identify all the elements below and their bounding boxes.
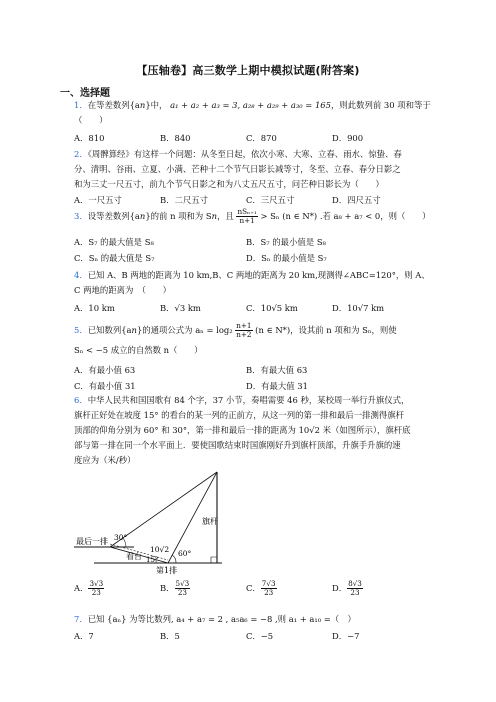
option-a[interactable]: A．S₇ 的最大值是 S₈ [74,237,154,247]
option-c[interactable]: C．10√5 km [246,303,298,313]
option-d[interactable]: D．Sₙ 的最小值是 S₇ [246,253,327,263]
option-b[interactable]: B．二尺五寸 [160,195,209,205]
option-c[interactable]: C．三尺五寸 [246,195,295,205]
question-5: 5．已知数列{an}的通项公式为 aₙ = log₂ $\frac{n+1}{n+2}$ (n ∈ N*)，设其前 n 项和为 Sₙ，则使 Sₙ < −5 成立的自然数 n（ ） [74,322,434,358]
question-number: 1． [74,100,88,110]
question-text: 已知 {aₙ} 为等比数列, a₄ + a₇ = 2 , a₅a₆ = −8 ,则 a₁ + a₁₀ =（ ） [87,614,356,624]
option-b[interactable]: B．√3 km [160,303,201,313]
question-7 [74,612,434,627]
option-d[interactable]: D． $\frac{8√3}{23}$ [332,579,362,597]
question-text: 设等差数列{a [87,211,140,221]
question-text: 已知数列{a [87,325,132,335]
question-text: (n ∈ N*)，设其前 n 项和为 Sₙ，则使 [255,325,397,335]
option-c[interactable]: C．Sₙ 的最大值是 S₇ [74,253,155,263]
question-line: 和为三丈一尺五寸，前九个节气日影之和为八丈五尺五寸，问芒种日影长为（ ） [74,179,384,189]
question-text: }中， [145,100,168,110]
option-c[interactable]: C．870 [246,133,277,143]
option-a[interactable]: A．810 [74,133,105,143]
question-number: 4． [74,270,88,280]
option-b[interactable]: B．有最大值 63 [246,365,308,375]
question-text: ，则此数列前 30 项和等于 [330,100,431,110]
question-text: }的前 n 项和为 S [145,211,212,221]
question-line: 旗杆正好处在坡度 15° 的看台的某一列的正前方，从这一列的第一排和最后一排测得旗杆 [74,410,405,420]
question-text: > Sₙ (n ∈ N*) .若 a₈ + a₇ < 0，则（ ） [260,211,431,221]
option-b[interactable]: B．840 [160,133,191,143]
question-line: Sₙ < −5 成立的自然数 n（ ） [74,345,203,355]
question-6 [74,393,434,468]
page-title: 【压轴卷】高三数学上期中模拟试题(附答案) [136,64,360,77]
label-angle-15: 15° [146,556,159,564]
question-paren: （ ） [74,115,108,125]
label-angle-30: 30° [114,533,128,542]
question-line: 已知 A、B 两地的距离为 10 km,B、C 两地的距离为 20 km,现测得∠ABC=120°，则 A、 [87,270,430,280]
question-3: 3．设等差数列{an}的前 n 项和为 Sn，且 $\frac{\text{nSₙ₊₁}}{n+1}$ > Sₙ (n ∈ N*) .若 a₈ + a₇ < 0，则（ ） [74,207,431,225]
question-line: C 两地的距离为 （ ） [74,285,171,295]
option-a[interactable]: A．7 [74,631,94,641]
question-4 [74,268,434,298]
label-angle-60: 60° [178,549,192,558]
label-flagpole: 旗杆 [202,517,218,526]
option-c[interactable]: C．−5 [246,631,274,641]
question-1: 1．在等差数列{an}中， a₁ + a₂ + a₃ = 3, a₂₈ + a₂₉ + a₃₀ = 165，则此数列前 30 项和等于 （ ） [74,98,434,128]
option-d[interactable]: D．有最大值 31 [246,381,308,391]
question-line: 中华人民共和国国歌有 84 个字，37 小节，奏唱需要 46 秒，某校周一举行升旗仪式， [87,395,410,405]
question-text: }的通项公式为 aₙ = log₂ [136,325,233,335]
label-stand: 看台 [126,552,142,561]
option-d[interactable]: D．900 [332,133,364,143]
option-c[interactable]: C． $\frac{7√3}{23}$ [246,579,276,597]
label-first-row: 第1排 [156,566,178,575]
option-b[interactable]: B．5 [160,631,180,641]
question-line: 《周髀算经》有这样一个问题：从冬至日起，依次小寒、大寒、立春、雨水、惊蛰、春 [87,149,402,159]
question-number: 3． [74,211,88,221]
fraction: $\frac{\text{nSₙ₊₁}}{n+1}$ [237,207,257,225]
option-a[interactable]: A．10 km [74,303,115,313]
option-b[interactable]: B．S₇ 的最小值是 S₈ [246,237,326,247]
option-d[interactable]: D．10√7 km [332,303,385,313]
option-a[interactable]: A．一尺五寸 [74,195,122,205]
option-c[interactable]: C．有最小值 31 [74,381,136,391]
option-b[interactable]: B． $\frac{5√3}{23}$ [160,579,190,597]
option-a[interactable]: A． $\frac{3√3}{23}$ [74,579,104,597]
option-d[interactable]: D．−7 [332,631,360,641]
option-a[interactable]: A．有最小值 63 [74,365,136,375]
section-heading: 一、选择题 [60,88,110,99]
question-2 [74,147,434,192]
flagpole-diagram [74,468,244,576]
question-number: 2． [74,149,88,159]
question-line: 顶部的仰角分别为 60° 和 30°，第一排和最后一排的距离为 10√2 米（如图所示），旗杆底 [74,425,411,435]
question-text: ，且 [217,211,234,221]
question-number: 7． [74,614,88,624]
question-line: 度应为（米/秒） [74,455,136,465]
question-line: 分、清明、谷雨、立夏、小满、芒种十二个节气日影长减等寸，冬至、立春、春分日影之 [74,164,401,174]
label-distance: 10√2 [150,545,170,554]
label-last-row: 最后一排 [76,537,108,546]
question-line: 部与第一排在同一个水平面上．要使国歌结束时国旗刚好升到旗杆顶部，升旗手升旗的速 [74,440,401,450]
question-number: 5． [74,325,88,335]
option-d[interactable]: D．四尺五寸 [332,195,381,205]
question-formula: a₁ + a₂ + a₃ = 3, a₂₈ + a₂₉ + a₃₀ = 165 [170,100,331,110]
question-number: 6． [74,395,88,405]
fraction: $\frac{n+1}{n+2}$ [236,321,252,339]
question-text: 在等差数列{a [87,100,140,110]
